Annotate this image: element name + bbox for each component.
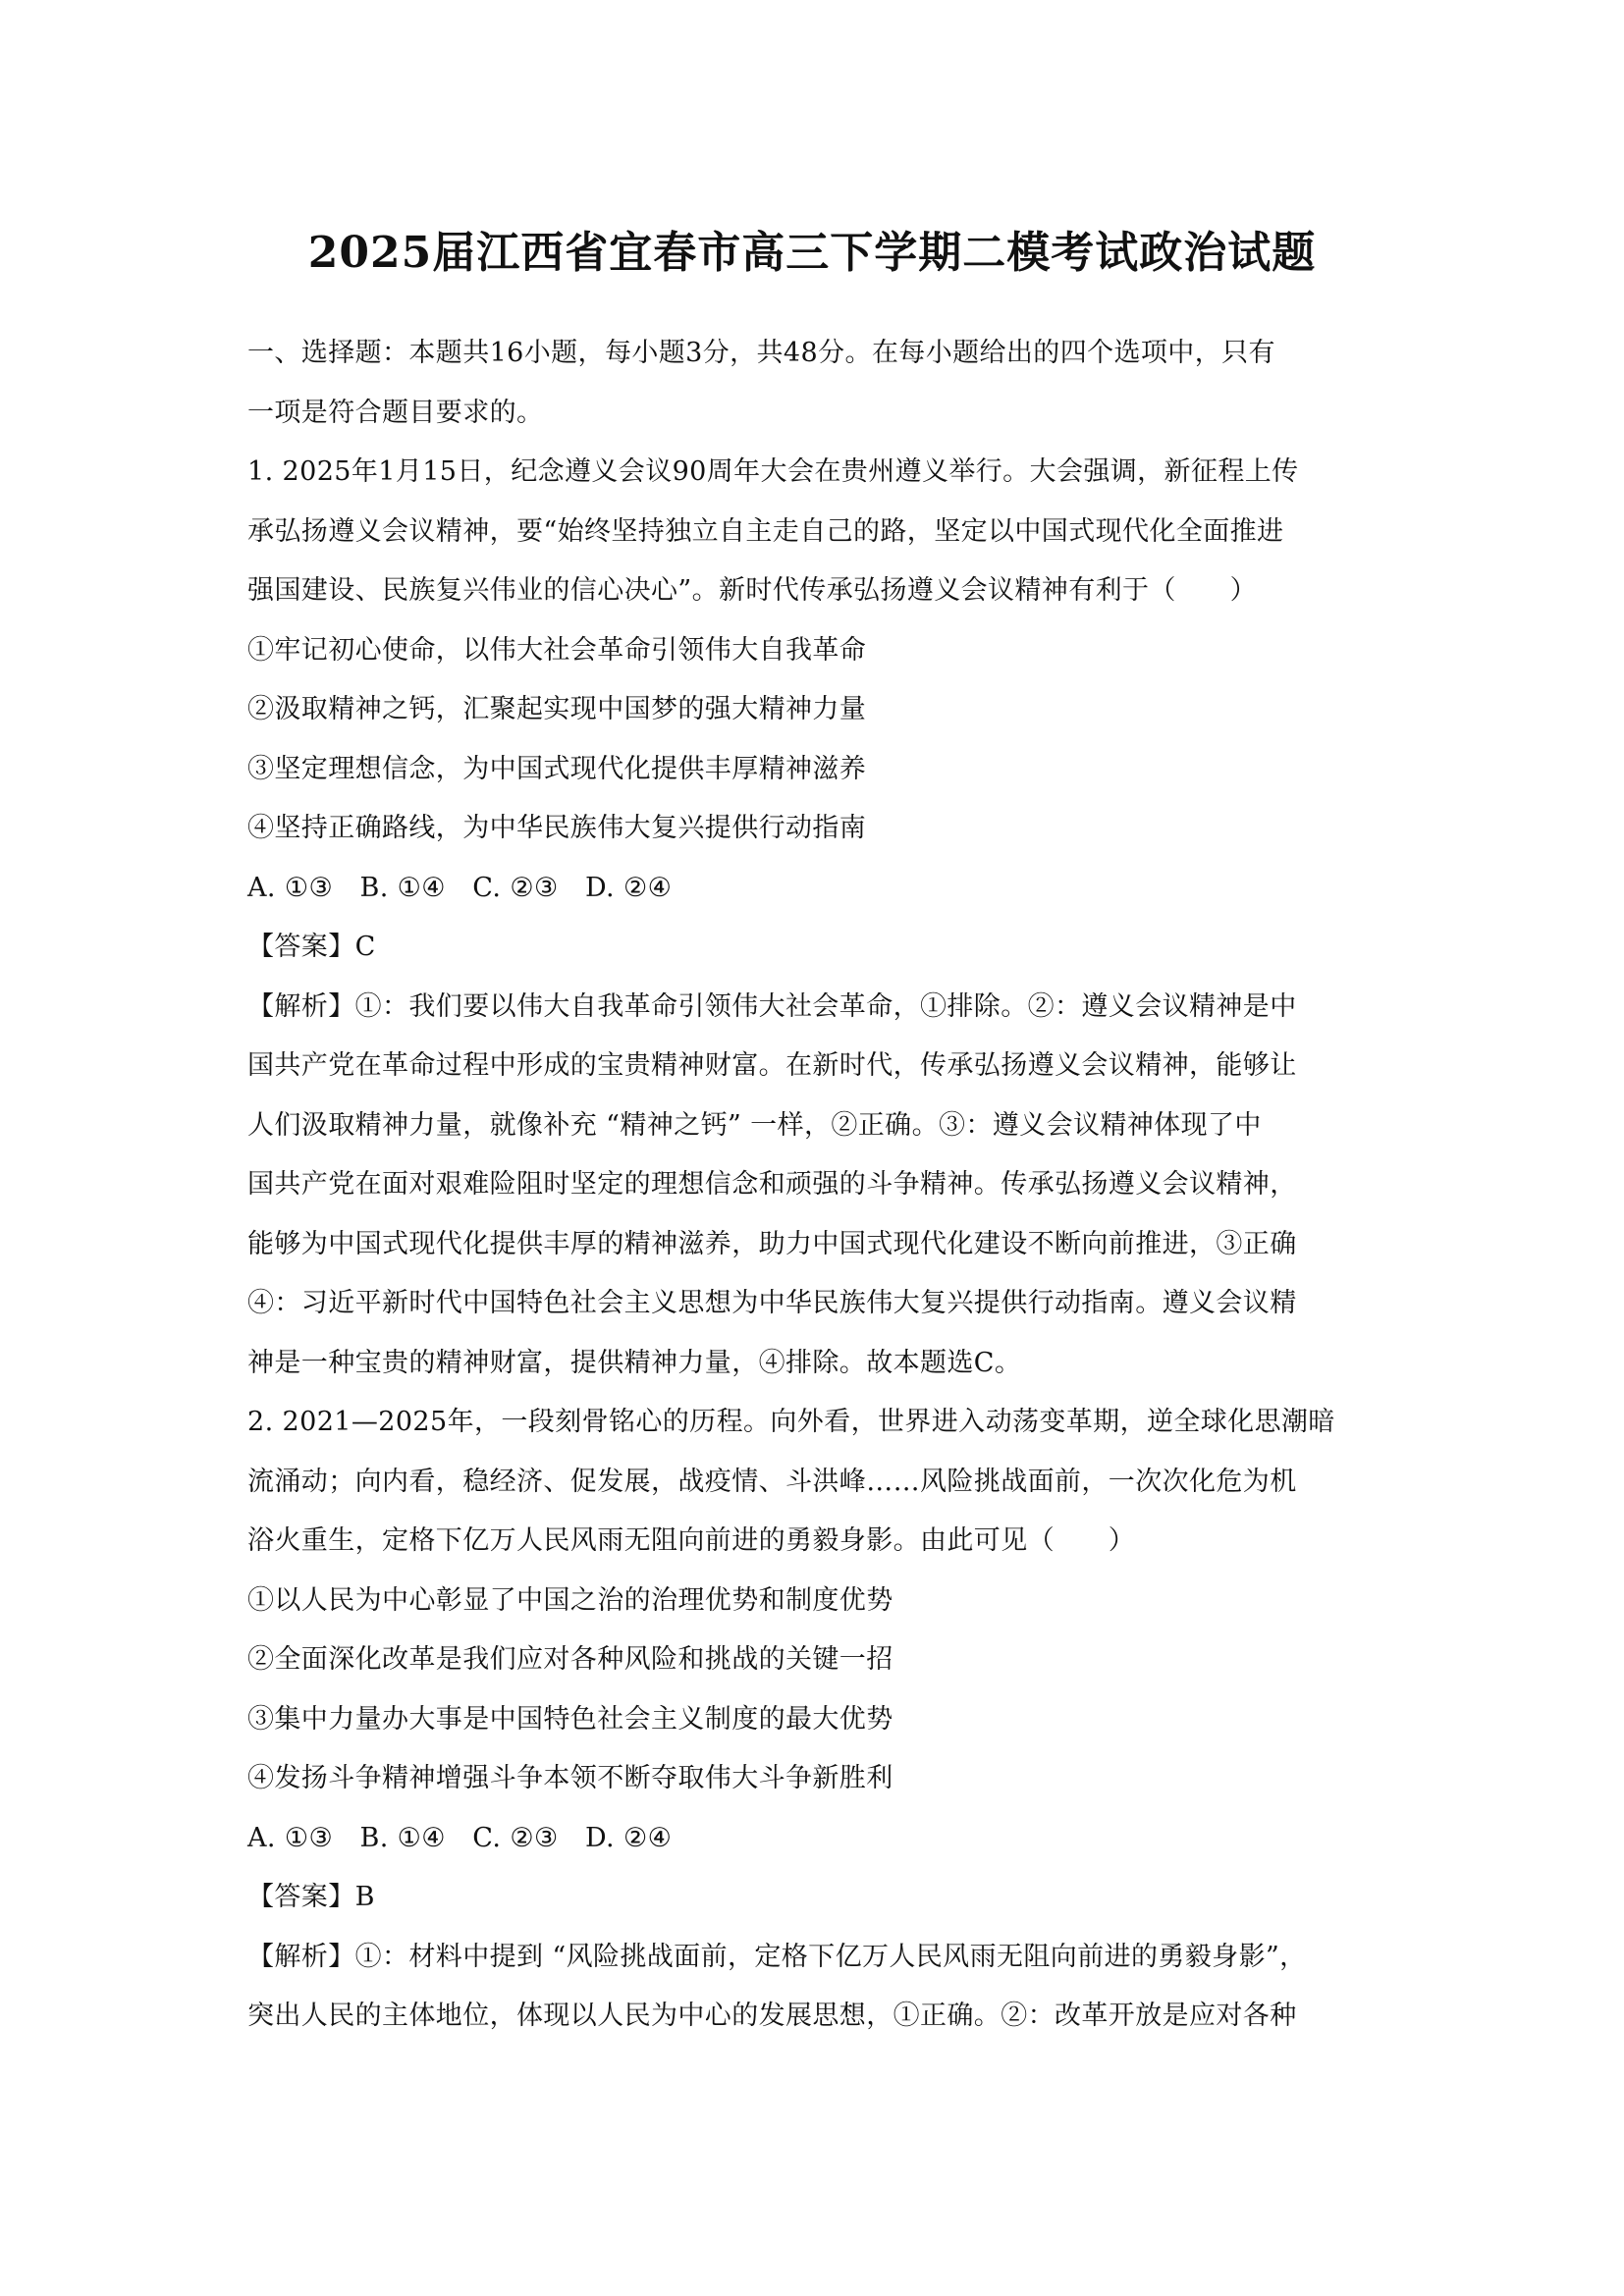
question-2-stem-line: 浴火重生，定格下亿万人民风雨无阻向前进的勇毅身影。由此可见（ ） [247, 1525, 1136, 1556]
question-1-statement: ①牢记初心使命，以伟大社会革命引领伟大自我革命 [247, 634, 867, 666]
document-title: 2025届江西省宜春市高三下学期二模考试政治试题 [307, 228, 1317, 278]
question-1-options: A. ①③ B. ①④ C. ②③ D. ②④ [247, 872, 673, 903]
question-2-statement: ②全面深化改革是我们应对各种风险和挑战的关键一招 [247, 1644, 893, 1675]
question-2-statement: ①以人民为中心彰显了中国之治的治理优势和制度优势 [247, 1584, 893, 1616]
question-1-analysis-line: 【解析】①：我们要以伟大自我革命引领伟大社会革命，①排除。②：遵义会议精神是中 [247, 990, 1297, 1022]
question-1-stem-line: 强国建设、民族复兴伟业的信心决心”。新时代传承弘扬遵义会议精神有利于（ ） [247, 575, 1258, 606]
question-2-stem-line: 流涌动；向内看，稳经济、促发展，战疫情、斗洪峰……风险挑战面前，一次次化危为机 [247, 1466, 1297, 1497]
question-1-analysis-line: 人们汲取精神力量，就像补充 “精神之钙” 一样，②正确。③：遵义会议精神体现了中 [247, 1109, 1262, 1141]
document-body [247, 324, 1396, 2047]
question-1-statement: ④坚持正确路线，为中华民族伟大复兴提供行动指南 [247, 813, 867, 843]
question-2-statement: ③集中力量办大事是中国特色社会主义制度的最大优势 [247, 1703, 893, 1735]
question-1-analysis-line: 神是一种宝贵的精神财富，提供精神力量，④排除。故本题选C。 [247, 1347, 1022, 1378]
question-1-stem-line: 1. 2025年1月15日，纪念遵义会议90周年大会在贵州遵义举行。大会强调，新征程上传 [247, 456, 1299, 487]
section-instruction-line: 一、选择题：本题共16小题，每小题3分，共48分。在每小题给出的四个选项中，只有 [247, 338, 1275, 368]
question-1-analysis-line: 国共产党在面对艰难险阻时坚定的理想信念和顽强的斗争精神。传承弘扬遵义会议精神， [247, 1169, 1297, 1200]
question-1-answer: 【答案】C [247, 932, 376, 962]
question-1-analysis-line: ④：习近平新时代中国特色社会主义思想为中华民族伟大复兴提供行动指南。遵义会议精 [247, 1288, 1297, 1318]
question-2-statement: ④发扬斗争精神增强斗争本领不断夺取伟大斗争新胜利 [247, 1763, 893, 1793]
question-1-stem-line: 承弘扬遵义会议精神，要“始终坚持独立自主走自己的路，坚定以中国式现代化全面推进 [247, 515, 1284, 547]
question-1-analysis-line: 能够为中国式现代化提供丰厚的精神滋养，助力中国式现代化建设不断向前推进，③正确 [247, 1228, 1297, 1259]
question-2-stem-line: 2. 2021—2025年，一段刻骨铭心的历程。向外看，世界进入动荡变革期，逆全球化思潮暗 [247, 1407, 1335, 1437]
question-2-answer: 【答案】B [247, 1882, 375, 1912]
question-1-analysis-line: 国共产党在革命过程中形成的宝贵精神财富。在新时代，传承弘扬遵义会议精神，能够让 [247, 1050, 1297, 1081]
question-2-analysis-line: 突出人民的主体地位，体现以人民为中心的发展思想，①正确。②：改革开放是应对各种 [247, 2001, 1297, 2031]
question-1-statement: ②汲取精神之钙，汇聚起实现中国梦的强大精神力量 [247, 694, 867, 724]
question-2-options: A. ①③ B. ①④ C. ②③ D. ②④ [247, 1822, 673, 1853]
question-2-analysis-line: 【解析】①：材料中提到 “风险挑战面前，定格下亿万人民风雨无阻向前进的勇毅身影”， [247, 1941, 1307, 1972]
question-1-statement: ③坚定理想信念，为中国式现代化提供丰厚精神滋养 [247, 753, 867, 784]
section-instruction-line: 一项是符合题目要求的。 [247, 397, 544, 428]
